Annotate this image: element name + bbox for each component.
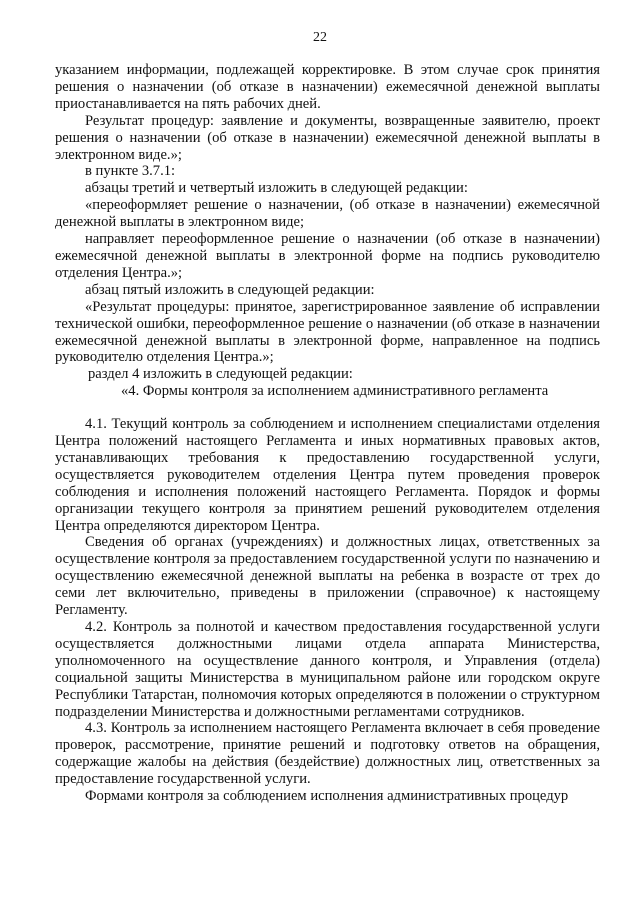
page-number: 22 [313, 30, 327, 45]
paragraph-amendment-instruction-2: абзац пятый изложить в следующей редакции: [85, 281, 375, 298]
paragraph-4-2: 4.2. Контроль за полнотой и качеством предоставления государственной услуги осуществляется должностными лицами отдела аппарата Министерства, уполномоченного на осуществление данного контроля, и Управления (отдела) социальной защиты Министерства в муниципальном районе или городском округе Республики Татарстан, полномочия которых определяются в положении о структурном подразделении Министерства и должностными регламентами сотрудников. [55, 619, 600, 720]
paragraph-amended-result: «Результат процедуры: принятое, зарегистрированное заявление об исправлении технической ошибки, переоформленное решение о назначении (об отказе в назначении ежемесячной денежной выплаты в электронной форме, направленное на подпись руководителю отделения Центра.»; [55, 298, 600, 366]
paragraph-control-forms: Формами контроля за соблюдением исполнения административных процедур [85, 788, 569, 805]
paragraph-procedure-result: Результат процедур: заявление и документы, возвращенные заявителю, проект решения о назначении (об отказе в назначении) ежемесячной денежной выплаты в электронном виде.»; [55, 112, 600, 163]
paragraph-4-1: 4.1. Текущий контроль за соблюдением и исполнением специалистами отделения Центра положений настоящего Регламента и иных нормативных правовых актов, устанавливающих требования к предоставлению государственной услуги, осуществляется руководителем отделения Центра путем проведения проверок соблюдения и исполнения положений настоящего Регламента. Порядок и формы организации текущего контроля за принятием решений руководителем отделения Центра определяются директором Центра. [55, 416, 600, 534]
section-heading: «4. Формы контроля за исполнением административного регламента [121, 383, 549, 400]
spacer [55, 400, 600, 416]
paragraph-amendment-instruction: абзацы третий и четвертый изложить в следующей редакции: [85, 180, 468, 197]
paragraph-continuation: указанием информации, подлежащей корректировке. В этом случае срок принятия решения о назначении (об отказе в назначении) ежемесячной денежной выплаты приостанавливается на пять рабочих дней. [55, 62, 600, 112]
paragraph-section-instruction: раздел 4 изложить в следующей редакции: [88, 366, 353, 383]
paragraph-clause-ref: в пункте 3.7.1: [85, 163, 176, 180]
paragraph-4-3: 4.3. Контроль за исполнением настоящего Регламента включает в себя проведение проверок, рассмотрение, принятие решений и подготовку ответов на обращения, содержащие жалобы на действия (бездействие) должностных лиц, ответственных за предоставление государственной услуги. [55, 720, 600, 788]
paragraph-amended-text-1: «переоформляет решение о назначении, (об отказе в назначении) ежемесячной денежной выплаты в электронном виде; [55, 197, 600, 231]
paragraph-responsible-info: Сведения об органах (учреждениях) и должностных лицах, ответственных за осуществление контроля за предоставлением государственной услуги по назначению и осуществлению ежемесячной денежной выплаты на ребенка в возрасте от трех до семи лет включительно, приведены в приложении (справочное) к настоящему Регламенту. [55, 534, 600, 619]
document-body [55, 62, 600, 805]
paragraph-amended-text-2: направляет переоформленное решение о назначении (об отказе в назначении) ежемесячной денежной выплаты в электронной форме на подпись руководителю отделения Центра.»; [55, 231, 600, 281]
